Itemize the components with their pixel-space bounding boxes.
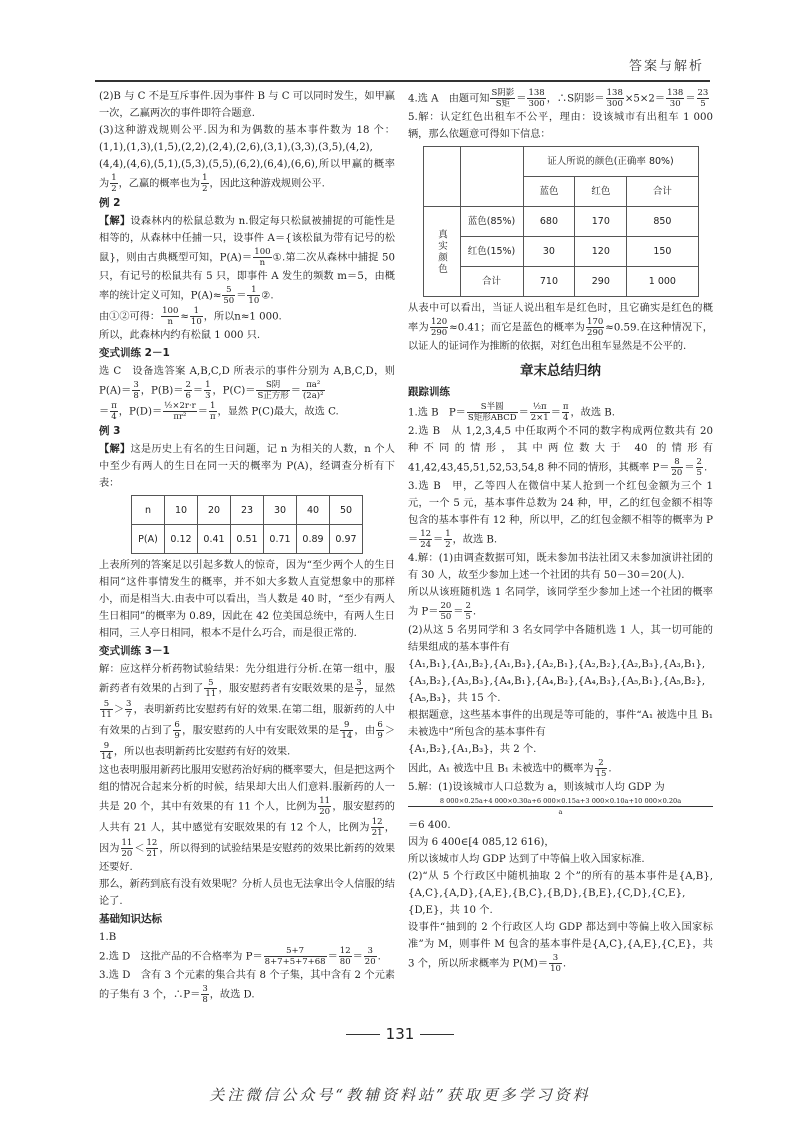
para: 上表所列的答案足以引起多数人的惊奇，因为“至少两个人的生日相同”这件事情发生的概率，并不如大多数人直觉想象中的那样小，而是相当大.由表中可以看出，当人数是 40 时，“至少有两人生日相同”的概率为 0.89，因此在 42 位美国总统中，有两人生日相同，三人亭日相同，根本不是什么巧合，而是很正常的. xyxy=(99,560,395,639)
para: 2.选 D 这批产品的不合格率为 P＝ $\frac{5+7}{8+7+5+7+68}$ ＝ $\frac{12}{80}$ ＝ $\frac{3}{20}$ . xyxy=(99,946,381,967)
example-heading: 例 2 xyxy=(99,197,121,209)
chapter-heading: 章末总结归纳 xyxy=(520,363,601,379)
section-heading: 跟踪训练 xyxy=(408,386,450,398)
para: 3.选 D 含有 3 个元素的集合共有 8 个子集，其中含有 2 个元素的子集有 3 个，∴P＝ $\frac{3}{8}$ ，故选 D. xyxy=(99,970,395,1005)
para: 所以，此森林内约有松鼠 1 000 只. xyxy=(99,330,261,341)
variant-heading: 变式训练 3－1 xyxy=(99,645,170,657)
para: 2.选 B 从 1,2,3,4,5 中任取两个不同的数字构成两位数共有 20 种不同的情形，其中两位数大于 40 的情形有 41,42,43,45,51,52,53,54,8 种不同的情形，其概率 P＝ $\frac{8}{20}$ ＝ $\frac{2}{5}$ . xyxy=(408,426,713,478)
header-title: 答案与解析 xyxy=(628,59,704,74)
variant-heading: 变式训练 2－1 xyxy=(99,347,170,359)
para: 8 000×0.25a+4 000×0.30a+6 000×0.15a+3 000×0.10a+10 000×0.20a a xyxy=(408,796,713,817)
page-header xyxy=(95,52,710,82)
para: 解：应这样分析药物试验结果：先分组进行分析.在第一组中，服新药者有效果的占到了 $\frac{5}{11}$ ，服安慰药者有安眠效果的是 $\frac{3}{7}$ ，显然 $\frac{5}{11}$ ＞ $\frac{3}{7}$ ，表明新药比安慰药有好的效果.在第二组，服新药的人中有效果的占到了 $\frac{6}{9}$ ，服安慰药的人中有安眠效果的是 $\frac{9}{14}$ ，由 $\frac{6}{9}$ ＞ $\frac{9}{14}$ ，所以也表明新药比安慰药有好的效果. xyxy=(99,664,396,762)
para: 因为 6 400∈[4 085,12 616)， xyxy=(408,837,555,848)
footer-note: 关注微信公众号“教辅资料站”获取更多学习资料 xyxy=(209,1086,591,1104)
para: 那么，新药到底有没有效果呢？分析人员也无法拿出令人信服的结论了. xyxy=(99,879,395,907)
para: 因此，A₁ 被选中且 B₁ 未被选中的概率为 $\frac{2}{15}$ . xyxy=(408,758,612,779)
para: 1.选 B P＝ S半圆 S矩形ABCD ＝ $\frac{\text{½π}}{2\times 1}$ ＝ $\frac{\pi}{4}$ ，故选 B. xyxy=(408,402,616,423)
para: (2)从这 5 名男同学和 3 名女同学中各随机选 1 人，其一切可能的结果组成的基本事件有 xyxy=(408,625,713,653)
para: (2)“从 5 个行政区中随机抽取 2 个”的所有的基本事件是{A,B},{A,C},{A,D},{A,E},{B,C},{B,D},{B,E},{C,D},{C,E},{D,E}，共 10 个. xyxy=(408,871,713,916)
para: {A₁,B₂},{A₁,B₃}，共 2 个. xyxy=(408,744,537,755)
birthday-table: n 10 20 23 30 40 50 P(A) 0.12 0.41 0.51 0.71 0.89 0.97 xyxy=(131,495,363,554)
example-heading: 例 3 xyxy=(99,425,121,437)
para: 1.B xyxy=(99,932,117,943)
para: {A₁,B₁},{A₁,B₂},{A₁,B₃},{A₂,B₁},{A₂,B₂},{A₂,B₃},{A₃,B₁},{A₃,B₂},{A₃,B₃},{A₄,B₁},{A₄,B₂},{A₄,B₃},{A₅,B₁},{A₅,B₂},{A₅,B₃}，共 15 个. xyxy=(408,659,706,704)
para: 选 C 设备选答案 A,B,C,D 所表示的事件分别为 A,B,C,D，则 P(A)＝ $\frac{3}{8}$ ，P(B)＝ $\frac{2}{6}$ ＝ $\frac{1}{3}$ ，P(C)＝ S阴 S正方形 ＝ $\frac{\text{πa²}}{\text{(2a)²}}$ xyxy=(99,366,395,401)
right-column xyxy=(408,88,713,974)
para: 设事件“抽到的 2 个行政区人均 GDP 都达到中等偏上收入国家标准”为 M，则事件 M 包含的基本事件是{A,C},{A,E},{C,E}，共 3 个，所以所求概率为 P(M)＝ $\frac{3}{10}$ . xyxy=(408,922,713,974)
page-number: 131 xyxy=(0,1026,800,1043)
para: 所以从该班随机选 1 名同学，该同学至少参加上述一个社团的概率为 P＝ $\frac{20}{50}$ ＝ $\frac{2}{5}$ . xyxy=(408,587,713,622)
para: 3.选 B 甲，乙等四人在微信中某人抢到一个红包金额为三个 1 元，一个 5 元，基本事件总数为 24 种，甲，乙的红包金额不相等包含的基本事件有 12 种，所以甲，乙的红包金额不相等的概率为 P＝ $\frac{12}{24}$ ＝ $\frac{1}{2}$ ，故选 B. xyxy=(408,481,713,550)
para: 根据题意，这些基本事件的出现是等可能的，事件“A₁ 被选中且 B₁ 未被选中”所包含的基本事件有 xyxy=(408,710,713,738)
para: ＝6 400. xyxy=(408,820,451,831)
para: 【解】设森林内的松鼠总数为 n.假定每只松鼠被捕捉的可能性是相等的，从森林中任捕一只，设事件 A＝{该松鼠为带有记号的松鼠}，则由古典概型可知，P(A)＝ $\frac{100}{n}$ ①.第二次从森林中捕捉 50 只，有记号的松鼠共有 5 只，即事件 A 发生的频数 m＝5，由概率的统计定义可知，P(A)≈ $\frac{5}{50}$ ＝ $\frac{1}{10}$ ②. xyxy=(99,215,396,306)
para: (2)B 与 C 不是互斥事件.因为事件 B 与 C 可以同时发生，如甲赢一次，乙赢两次的事件即符合题意. xyxy=(99,91,395,119)
para: 4.解：(1)由调查数据可知，既未参加书法社团又未参加演讲社团的有 30 人，故至少参加上述一个社团的共有 50－30＝20(人). xyxy=(408,553,713,581)
para: ＝ $\frac{\pi}{4}$ ，P(D)＝ $\frac{\text{½×2r·r}}{\text{πr²}}$ ＝ $\frac{1}{\pi}$ ，显然 P(C)最大，故选 C. xyxy=(99,401,339,422)
para: 5.解：(1)设该城市人口总数为 a，则该城市人均 GDP 为 xyxy=(408,782,665,793)
section-heading: 基础知识达标 xyxy=(99,913,162,925)
para: 5.解：认定红色出租车不公平，理由：设该城市有出租车 1 000 辆，那么依题意可得如下信息： xyxy=(408,112,713,140)
para: 4.选 A 由题可知 S阴影 S矩 ＝ $\frac{138}{300}$ ，∴S阴影＝ $\frac{138}{300}$ ×5×2＝ $\frac{138}{30}$ ＝ $\frac{23}{5}$ xyxy=(408,88,709,109)
para: 从表中可以看出，当证人说出租车是红色时，且它确实是红色的概率为 $\frac{120}{290}$ ≈0.41；而它是蓝色的概率为 $\frac{170}{290}$ ≈0.59.在这种情况下，以证人的证词作为推断的依据，对红色出租车显然是不公平的. xyxy=(408,303,713,352)
left-column xyxy=(99,88,395,1005)
para: 由①②可得： $\frac{100}{n}$ ≈ $\frac{1}{10}$ ，所以n≈1 000. xyxy=(99,306,282,327)
para: (3)这种游戏规则公平.因为和为偶数的基本事件数为 18 个：(1,1),(1,3),(1,5),(2,2),(2,4),(2,6),(3,1),(3,3),(3,5),(4,2),(4,4),(4,6),(5,1),(5,3),(5,5),(6,2),(6,4),(6,6),所以甲赢的概率为 $\frac{1}{2}$ ，乙赢的概率也为 $\frac{1}{2}$ ，因此这种游戏规则公平. xyxy=(99,125,395,194)
para: 这也表明服用新药比服用安慰药治好病的概率要大，但是把这两个组的情况合起来分析的时候，结果却大出人们意料.服新药的人一共是 20 个，其中有效果的有 11 个人，比例为 $\frac{11}{20}$ ，服安慰药的人共有 21 人，其中感觉有安眠效果的有 12 个人，比例为 $\frac{12}{21}$ ，因为 $\frac{11}{20}$ ＜ $\frac{12}{21}$ ，所以得到的试验结果是安慰药的效果比新药的效果还要好. xyxy=(99,765,396,873)
para: 所以该城市人均 GDP 达到了中等偏上收入国家标准. xyxy=(408,854,645,865)
para: 【解】这是历史上有名的生日问题，记 n 为相关的人数，n 个人中至少有两人的生日在同一天的概率为 P(A)，经调查分析有下表： xyxy=(99,443,395,489)
taxi-table: 证人所说的颜色(正确率 80%) 蓝色 红色 合计 真实颜色 蓝色(85%) 680 170 850 红色(15%) 30 120 150 合计 710 290 1 000 xyxy=(423,146,699,297)
